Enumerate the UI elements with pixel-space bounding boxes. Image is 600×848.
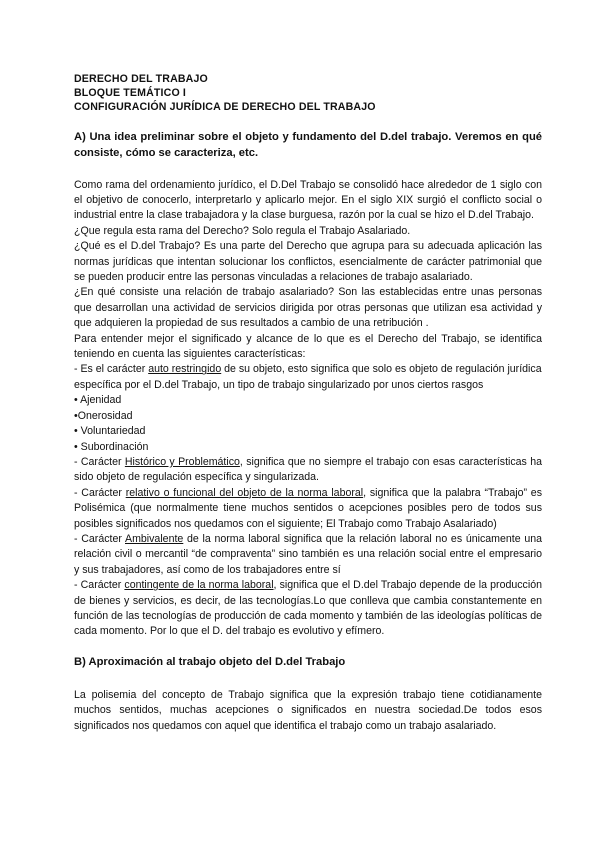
char-term: contingente de la norma laboral [124,579,274,592]
list-item: •Onerosidad [74,409,133,422]
characteristic-relativo [74,486,542,532]
paragraph-caracteristicas-intro: Para entender mejor el significado y alcance de lo que es el Derecho del Trabajo, se identifica teniendo en cuenta las siguientes características: [74,332,542,361]
list-item: • Voluntariedad [74,425,146,438]
paragraph-question-regula: ¿Que regula esta rama del Derecho? Solo regula el Trabajo Asalariado. [74,224,411,237]
char-text: , significa que no siempre el trabajo con esas características ha sido objeto de regulación específica y singularizada. [74,455,542,484]
paragraph-polisemia: La polisemia del concepto de Trabajo significa que la expresión trabajo tiene cotidianamente muchos sentidos, muchas acepciones o significados en nuestra sociedad.De todos esos significados nos quedamos con aquel que identifica el trabajo como un trabajo asalariado. [74,688,542,732]
section-b-title: B) Aproximación al trabajo objeto del D.del Trabajo [74,655,346,668]
char-prefix: - Carácter [74,579,125,592]
doc-header [74,72,542,115]
list-item: • Ajenidad [74,394,122,407]
section-a-title: A) Una idea preliminar sobre el objeto y fundamento del D.del trabajo. Veremos en qué consiste, cómo se caracteriza, etc. [74,130,542,159]
header-title: DERECHO DEL TRABAJO [74,73,208,85]
paragraph-question-que-es: ¿Qué es el D.del Trabajo? Es una parte del Derecho que agrupa para su adecuada aplicación las normas jurídicas que intentan solucionar los conflictos, esencialmente de carácter patrimonial que se pueden producir entre las personas vinculadas a relaciones de trabajo asalariado. [74,240,542,284]
char-prefix: - Es el carácter [74,363,149,376]
char-term: relativo o funcional del objeto de la norma laboral [125,486,364,499]
characteristic-ambivalente [74,532,542,578]
char-term: Histórico y Problemático [124,455,240,468]
characteristic-historico [74,455,542,486]
char-prefix: - Carácter [74,486,126,499]
char-text: de su objeto, esto significa que solo es objeto de regulación jurídica específica por el D.del Trabajo, un tipo de trabajo singularizado por unos ciertos rasgos [74,363,542,391]
paragraph-intro: Como rama del ordenamiento jurídico, el D.Del Trabajo se consolidó hace alrededor de 1 siglo con el objetivo de conocerlo, interpretarlo y aplicarlo mejor. En el siglo XIX surgió el conflicto social o industrial entre la clase trabajadora y la clase burguesa, razón por la cual se hizo el D.del Trabajo. [74,178,542,222]
header-block: BLOQUE TEMÁTICO I [74,87,187,100]
char-text: , significa que la palabra “Trabajo” es Polisémica (que normalmente tiene muchos sentidos o acepciones posibles pero de todos sus posibles significados nos quedamos con el siguiente; El Trabajo como Trabajo Asalariado) [74,486,542,530]
paragraph-question-relacion: ¿En qué consiste una relación de trabajo asalariado? Son las establecidas entre unas personas que desarrollan una actividad de servicios dirigida por otras personas que utilizan esa actividad y que adquieren la propiedad de sus resultados a cambio de una retribución . [74,286,542,330]
characteristic-contingente [74,578,542,640]
characteristic-auto-restringido [74,362,542,393]
list-item: • Subordinación [74,440,149,453]
char-term: auto restringido [148,363,222,376]
char-term: Ambivalente [125,532,184,545]
char-text: de la norma laboral significa que la relación laboral no es únicamente una relación civil o mercantil “de compraventa” sino también es una relación social entre el empresario y sus trabajadores, así como de los trabajadores entre sí [74,532,542,576]
char-text: , significa que el D.del Trabajo depende de la producción de bienes y servicios, es decir, de las tecnologías.Lo que conlleva que cambia constantemente en función de las tecnologías de producción de cada momento y también de las ideologías políticas de cada momento. Por lo que el D. del trabajo es evolutivo y efímero. [74,579,542,638]
char-prefix: - Carácter [74,532,125,545]
header-subtitle: CONFIGURACIÓN JURÍDICA DE DERECHO DEL TRABAJO [74,101,376,114]
char-prefix: - Carácter [74,455,125,468]
